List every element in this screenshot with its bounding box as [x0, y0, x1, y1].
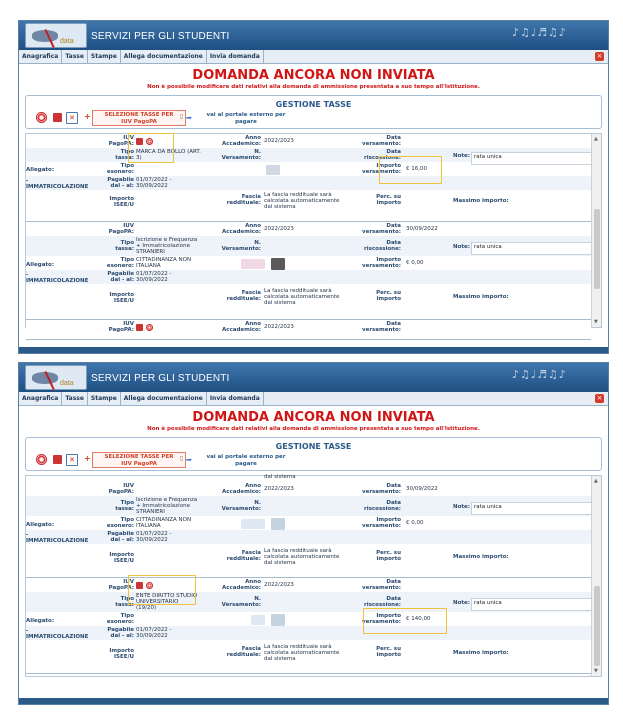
status-subheading: Non è possibile modificare dati relativi alla domanda di ammissione presentata a suo tempo all'Istituzione.	[147, 84, 480, 90]
tab-bar	[19, 50, 608, 64]
excel-icon[interactable]: ✕	[66, 112, 78, 124]
close-icon[interactable]: ×	[596, 394, 603, 402]
note-field[interactable]: rata unica	[471, 152, 599, 165]
gestione-title: GESTIONE TASSE	[275, 442, 352, 451]
plus-icon: +	[84, 112, 91, 121]
select-tasse-dropdown[interactable]: + SELEZIONE TASSE PER IUV PagoPA ▯	[92, 110, 186, 126]
refresh-icon[interactable]	[146, 138, 153, 145]
refresh-icon[interactable]	[146, 582, 153, 589]
print-icon[interactable]	[53, 113, 62, 122]
app-title: SERVIZI PER GLI STUDENTI	[91, 373, 230, 384]
refresh-icon[interactable]	[36, 112, 47, 123]
note-field[interactable]: rata unica	[471, 502, 599, 515]
print-icon[interactable]	[136, 138, 143, 145]
tab-invia-domanda[interactable]: Invia domanda	[207, 392, 264, 405]
arrow-right-icon: ➡	[186, 456, 192, 464]
tab-stampe[interactable]: Stampe	[88, 392, 121, 405]
gestione-title: GESTIONE TASSE	[275, 100, 352, 109]
toolbar	[36, 452, 591, 468]
list-item: IUV PagoPA: Tipo tassa: MARCA DA BOLLO (ART. 3) Allegato: Tipo esonero: - IMMATRICOLAZIONE Pagabile dal - al: 01/07/2022 - 30/09/2022 Importo ISEE/U Anno Accademico: 2022/2023 N. Versamento: Fascia reddituale: La fascia reddituale sarà calcolata automaticamente dal sistema Data versamento: Data riscossione: Importo versamento: € 16,00 Perc. su importo Note: rata unica Massimo importo:	[26, 134, 591, 222]
chevron-down-icon: ▯	[179, 113, 183, 120]
excel-icon[interactable]: ✕	[66, 454, 78, 466]
list-item: IUV PagoPA: Tipo tassa: Iscrizione e Frequenza + Immatricolazione STRANIERI Allegato: Tipo esonero: CITTADINANZA NON ITALIANA - IMMATRICOLAZIONE Pagabile dal - al: 01/07/2022 - 30/09/2022 Importo ISEE/U Anno Accademico: 2022/2023 N. Versamento: Fascia reddituale: La fascia reddituale sarà calcolata automaticamente dal sistema Data versamento: 30/09/2022 Data riscossione: Importo versamento: € 0,00 Perc. su importo Note: rata unica Massimo importo:	[26, 222, 591, 320]
refresh-icon[interactable]	[36, 454, 47, 465]
note-field[interactable]: rata unica	[471, 598, 599, 611]
scrollbar[interactable]: ▲ ▼	[591, 134, 601, 327]
gestione-tasse-box	[25, 95, 602, 129]
screenshot-bottom	[18, 362, 609, 705]
select-tasse-dropdown[interactable]: + SELEZIONE TASSE PER IUV PagoPA ▯	[92, 452, 186, 468]
toolbar	[36, 110, 591, 126]
close-icon[interactable]: ×	[596, 52, 603, 60]
chevron-down-icon: ▯	[179, 455, 183, 462]
app-header	[19, 363, 608, 392]
tasse-list[interactable]	[25, 475, 602, 677]
refresh-icon[interactable]	[146, 324, 153, 331]
app-title: SERVIZI PER GLI STUDENTI	[91, 31, 230, 42]
print-icon[interactable]	[53, 455, 62, 464]
tab-tasse[interactable]: Tasse	[62, 50, 88, 63]
app-logo[interactable]: data	[25, 365, 87, 390]
scrollbar[interactable]: ▲ ▼	[591, 476, 601, 676]
note-field[interactable]: rata unica	[471, 242, 599, 255]
arrow-right-icon: ➡	[186, 114, 192, 122]
list-item: IUV PagoPA: Tipo tassa: ENTE DIRITTO STUDIO UNIVERSITARIO (19/20) Allegato: Tipo esonero: - IMMATRICOLAZIONE Pagabile dal - al: 01/07/2022 - 30/09/2022 Importo ISEE/U Anno Accademico: 2022/2023 N. Versamento: Fascia reddituale: La fascia reddituale sarà calcolata automaticamente dal sistema Data versamento: Data riscossione: Importo versamento: € 140,00 Perc. su importo Note: rata unica Massimo importo:	[26, 578, 591, 674]
decorative-logo-icon: ♪♫♩♬♫♪	[512, 368, 567, 381]
tab-stampe[interactable]: Stampe	[88, 50, 121, 63]
app-logo[interactable]: data	[25, 23, 87, 48]
screenshot-top	[18, 20, 609, 354]
tab-allega-documentazione[interactable]: Allega documentazione	[121, 392, 207, 405]
tab-allega-documentazione[interactable]: Allega documentazione	[121, 50, 207, 63]
list-item: dal sistema	[26, 476, 591, 482]
status-subheading: Non è possibile modificare dati relativi alla domanda di ammissione presentata a suo tempo all'Istituzione.	[147, 426, 480, 432]
print-icon[interactable]	[136, 582, 143, 589]
app-header	[19, 21, 608, 50]
tab-bar	[19, 392, 608, 406]
list-item: IUV PagoPA: Tipo tassa: Iscrizione e Frequenza + Immatricolazione STRANIERI Allegato: Tipo esonero: CITTADINANZA NON ITALIANA - IMMATRICOLAZIONE Pagabile dal - al: 01/07/2022 - 30/09/2022 Importo ISEE/U Anno Accademico: 2022/2023 N. Versamento: Fascia reddituale: La fascia reddituale sarà calcolata automaticamente dal sistema Data versamento: 30/09/2022 Data riscossione: Importo versamento: € 0,00 Perc. su importo Note: rata unica Massimo importo:	[26, 482, 591, 578]
tab-anagrafica[interactable]: Anagrafica	[19, 50, 62, 63]
tab-invia-domanda[interactable]: Invia domanda	[207, 50, 264, 63]
status-heading: DOMANDA ANCORA NON INVIATA	[192, 410, 435, 425]
status-heading: DOMANDA ANCORA NON INVIATA	[192, 68, 435, 83]
plus-icon: +	[84, 454, 91, 463]
tab-anagrafica[interactable]: Anagrafica	[19, 392, 62, 405]
print-icon[interactable]	[136, 324, 143, 331]
tasse-list[interactable]	[25, 133, 602, 333]
tab-tasse[interactable]: Tasse	[62, 392, 88, 405]
gestione-tasse-box	[25, 437, 602, 471]
decorative-logo-icon: ♪♫♩♬♫♪	[512, 26, 567, 39]
external-portal-link[interactable]: vai al portale esterno per pagare	[206, 454, 286, 467]
list-item: IUV PagoPA: Anno Accademico: 2022/2023 Data versamento:	[26, 320, 591, 340]
external-portal-link[interactable]: vai al portale esterno per pagare	[206, 112, 286, 125]
